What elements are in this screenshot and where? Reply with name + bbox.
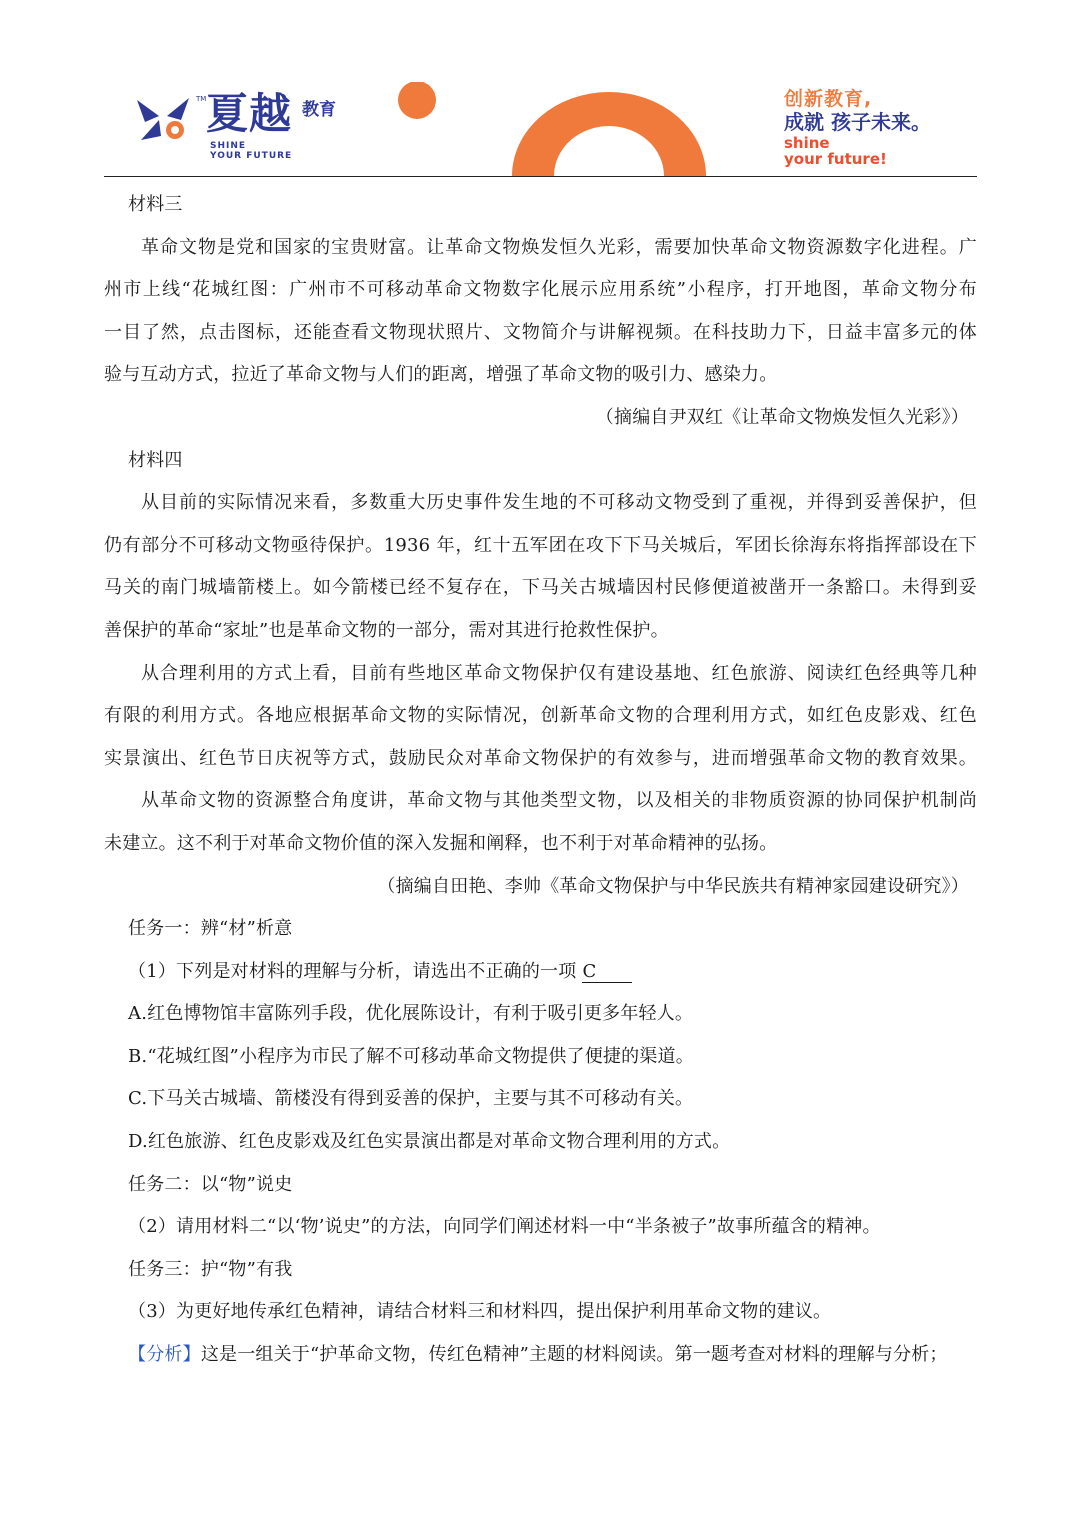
brand-subtitle-line-2: YOUR FUTURE bbox=[210, 151, 293, 161]
material-3-title: 材料三 bbox=[128, 194, 183, 215]
material-3-line: 一目了然，点击图标，还能查看文物现状照片、文物简介与讲解视频。在科技助力下，日益丰富多元的体 bbox=[104, 321, 977, 343]
question-1 bbox=[104, 951, 977, 994]
option-a: A.红色博物馆丰富陈列手段，优化展陈设计，有利于吸引更多年轻人。 bbox=[128, 1003, 694, 1025]
slogan-line-2: 成就 孩子未来。 bbox=[784, 110, 931, 134]
material-4-source: （摘编自田艳、李帅《革命文物保护与中华民族共有精神家园建设研究》） bbox=[377, 875, 969, 897]
question-3: （3）为更好地传承红色精神，请结合材料三和材料四，提出保护利用革命文物的建议。 bbox=[128, 1301, 832, 1323]
option-b: B.“花城红图”小程序为市民了解不可移动革命文物提供了便捷的渠道。 bbox=[128, 1045, 694, 1067]
brand-name: 夏越 bbox=[206, 89, 293, 138]
material-4-line: 实景演出、红色节日庆祝等方式，鼓励民众对革命文物保护的有效参与，进而增强革命文物的教育效果。 bbox=[104, 747, 977, 769]
trademark-mark: TM bbox=[196, 95, 207, 103]
brand-subtitle bbox=[210, 141, 292, 161]
material-3-line: 州市上线“花城红图：广州市不可移动革命文物数字化展示应用系统”小程序，打开地图，革命文物分布 bbox=[104, 279, 977, 301]
material-4-line: 从革命文物的资源整合角度讲，革命文物与其他类型文物，以及相关的非物质资源的协同保护机制尚 bbox=[141, 790, 977, 812]
material-4-line: 马关的南门城墙箭楼上。如今箭楼已经不复存在，下马关古城墙因村民修便道被凿开一条豁口。未得到妥 bbox=[104, 577, 977, 599]
material-4-line: 从目前的实际情况来看，多数重大历史事件发生地的不可移动文物受到了重视，并得到妥善保护，但 bbox=[141, 492, 977, 514]
document-body bbox=[104, 184, 977, 1377]
slogan-line-4: your future! bbox=[784, 150, 887, 168]
brand-suffix: 教育 bbox=[302, 100, 336, 120]
material-4-line: 仍有部分不可移动文物亟待保护。1936 年，红十五军团在攻下下马关城后，军团长徐海东将指挥部设在下 bbox=[104, 534, 977, 556]
question-1-answer: C bbox=[582, 962, 632, 983]
slogan-line-3: shine bbox=[784, 134, 830, 152]
material-3-line: 验与互动方式，拉近了革命文物与人们的距离，增强了革命文物的吸引力、感染力。 bbox=[104, 364, 778, 386]
butterfly-logo-icon bbox=[133, 96, 193, 142]
header-divider bbox=[104, 176, 977, 177]
option-c: C.下马关古城墙、箭楼没有得到妥善的保护，主要与其不可移动有关。 bbox=[128, 1088, 694, 1110]
material-4-line: 从合理利用的方式上看，目前有些地区革命文物保护仅有建设基地、红色旅游、阅读红色经典等几种 bbox=[141, 662, 977, 684]
task-2-title: 任务二：以“物”说史 bbox=[128, 1173, 293, 1195]
slogan bbox=[784, 88, 931, 166]
material-4-line: 未建立。这不利于对革命文物价值的深入发掘和阐释，也不利于对革命精神的弘扬。 bbox=[104, 832, 778, 854]
decorative-arch-icon bbox=[396, 82, 716, 176]
option-d: D.红色旅游、红色皮影戏及红色实景演出都是对革命文物合理利用的方式。 bbox=[128, 1131, 731, 1153]
brand-subtitle-line-1: SHINE bbox=[210, 141, 247, 151]
analysis-text: 这是一组关于“护革命文物，传红色精神”主题的材料阅读。第一题考查对材料的理解与分析； bbox=[200, 1344, 948, 1366]
analysis-label: 【分析】 bbox=[128, 1344, 201, 1366]
question-1-text: （1）下列是对材料的理解与分析，请选出不正确的一项 bbox=[128, 960, 577, 982]
material-3-line: 革命文物是党和国家的宝贵财富。让革命文物焕发恒久光彩，需要加快革命文物资源数字化进程。广 bbox=[141, 236, 977, 258]
analysis bbox=[104, 1334, 977, 1377]
task-1-title: 任务一：辨“材”析意 bbox=[128, 918, 293, 940]
material-3-source: （摘编自尹双红《让革命文物焕发恒久光彩》） bbox=[595, 406, 969, 428]
material-4-line: 有限的利用方式。各地应根据革命文物的实际情况，创新革命文物的合理利用方式，如红色皮影戏、红色 bbox=[104, 705, 977, 727]
page-header bbox=[0, 0, 1080, 180]
material-4-title: 材料四 bbox=[128, 449, 183, 471]
slogan-line-1: 创新教育, bbox=[784, 88, 873, 110]
question-2: （2）请用材料二“以‘物’说史”的方法，向同学们阐述材料一中“半条被子”故事所蕴含的精神。 bbox=[128, 1216, 881, 1238]
material-4-line: 善保护的革命“家址”也是革命文物的一部分，需对其进行抢救性保护。 bbox=[104, 619, 669, 641]
task-3-title: 任务三：护“物”有我 bbox=[128, 1258, 293, 1280]
